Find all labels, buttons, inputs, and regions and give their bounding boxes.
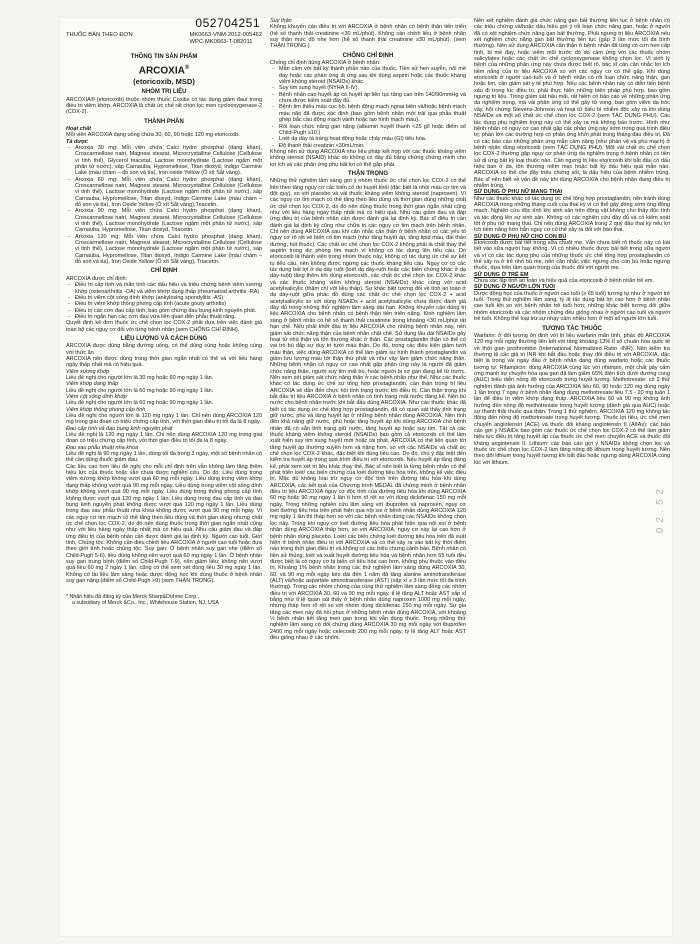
header-row	[66, 32, 262, 45]
registration-codes	[189, 32, 262, 45]
dosage-intro-2: ARCOXIA nên được dùng trong thời gian ngắn nhất có thể và với liều hàng ngày thấp nhất mà có hiệu quả.	[66, 355, 262, 369]
list-item: - Điều trị cấp tính và mãn tính các dấu hiệu và triệu chứng bệnh viêm xương khớp (osteoarthritis -OA) và viêm khớp dạng thấp (rheumatoid arthritis -RA)	[75, 282, 262, 295]
dosage-body: Các liều cao hơn liều đề nghị cho mỗi chỉ định trên vẫn không làm tăng thêm hiệu lực của thuốc hoặc vẫn chưa được nghiên cứu. Do đó: Liều dùng trong viêm xương khớp không vượt quá 60 mg mỗi ngày. Liều dùng trong viêm khớp dạng thấp không vượt quá 90 mg mỗi ngày. Liều dùng trong viêm cột sống dính khớp không vượt quá 90 mg mỗi ngày. Liều dùng trong thống phong cấp tính không được vượt quá 120 mg ngày 1 lần. Liều dùng trong đau cấp tính và đau bụng kinh nguyên phát không được vượt quá 120 mg ngày 1 lần. Liều dùng trong đau sau phẫu thuật nha khoa không được vượt quá 90 mg mỗi ngày. Vì các nguy cơ tim mạch có thể tăng theo liều dùng và thời gian dùng nhưng chất ức chế chọn lọc COX-2, do đó nên dùng thuốc trong thời gian ngắn nhất cũng như với liều hàng ngày thấp nhất mà có hiệu quả. Nhu cầu giảm đau và đáp ứng điều trị của bệnh nhân cần được đánh giá lại định kỳ. Người cao tuổi, Giới tính, Chủng tộc: Không cần điều chỉnh liều ARCOXIA ở người cao tuổi hoặc dựa theo giới tính hoặc chủng tộc. Suy gan: Ở bệnh nhân suy gan nhẹ (điểm số Child-Pugh 5-6), liều dùng không nên vượt quá 60 mg ngày 1 lần. Ở bệnh nhân suy gan trung bình (điểm số Child-Pugh 7-9), nên giảm liều; không nên vượt quá liều 60 mg 2 ngày 1 lần, cũng có thể xem xét dùng liều 30 mg ngày 1 lần. Không có tài liệu lâm sàng hoặc dược động học khi dùng thuốc ở bệnh nhân suy gan nặng (điểm số Child-Pugh >9) (xem THẬN TRỌNG).	[66, 463, 262, 584]
indications-title: CHỈ ĐỊNH	[150, 268, 178, 275]
reg-code-1: MK0663-VNM-2012-005462	[189, 32, 262, 39]
list-item: - Điều trị viêm khớp thống phong cấp tính (acute gouty arthritis)	[75, 301, 262, 307]
dosage-text: Liều đề nghị cho người lớn là 60 mg hoặc 90 mg ngày 1 lần.	[66, 387, 214, 394]
list-item: - Rối loạn chức năng gan nặng (albumin huyết thanh <25 g/l hoặc điểm số Child-Pugh ≥10.)	[279, 124, 466, 137]
dosage-heading: Viêm xương khớp	[66, 368, 110, 375]
list-item: - Điều trị các cơn đau cấp tính, bao gồm chứng đau bụng kinh nguyên phát.	[75, 308, 262, 314]
list-item: - Điều trị viêm cột sống dính khớp (ankylosing spondylitis -AS)	[75, 295, 262, 301]
list-item: - Độ thanh thải creatinin <30mL/min.	[279, 143, 466, 149]
excipient-heading: Tá dược	[66, 138, 88, 145]
list-item: - Arcoxia 90 mg: Mỗi viên chứa Calci hydro phosphat (dạng khan), Croscarmellose natri, Magnesi stearat, Microcrystalline Cellulose (Cellulose vi tinh thể), Lactose monohydrate (Lactose ngậm một phân tử nước), sáp Carnauba, Hypromellose, Titan dioxyd, Triacetin.	[75, 208, 262, 233]
brand-name	[66, 62, 262, 77]
group-text: ARCOXIA® (etoricoxib) thuộc nhóm thuốc Coxibs có tác dụng giảm đau/ trong điều trị viêm khớp. ARCOXIA là chất ức chế rất chọn lọc men cyclooxygenase-2 (COX-2).	[66, 96, 262, 116]
leaflet-page	[60, 18, 672, 936]
indications-note: Quyết định kê đơn thuốc ức chế chọn lọc COX-2 phải dựa trên việc đánh giá toàn bộ các nguy cơ đối với từng bệnh nhân (xem CHỐNG CHỈ ĐỊNH).	[66, 320, 262, 333]
list-item: - Suy tim sung huyết (NYHA II-IV).	[279, 85, 466, 91]
interactions-text: Warfarin: ở đối tượng ổn định với trị liệu warfarin mãn tính, phác đồ ARCOXIA 120 mg mỗi ngày thường liên kết với tăng khoảng 13% tỉ số chuẩn hóa quốc tế về thời gian prothrombin (International Normalized Ratio -INR). Nên kiểm tra thường lệ các giá trị INR khi bắt đầu hoặc thay đổi điều trị với ARCOXIA, đặc biệt là trong vài ngày đầu ở bệnh nhân đang dùng warfarin hoặc các thuốc tương tự. Rifampicin: dùng ARCOXIA cùng lúc với rifampin, một chất gây cảm ứng mạnh sự chuyển hóa qua gan đã làm giảm 65% diện tích dưới đường cong (AUC) biểu diễn nồng độ etoricoxib trong huyết tương. Methotrexate: có 2 thử nghiệm đánh giá ảnh hưởng của ARCOXIA liều 60, 90 hoặc 120 mg dùng ngày 1 lần trong 7 ngày ở bệnh nhân đang dùng methotrexate liều 7,5 - 20 mg tuần 1 lần để điều trị viêm khớp dạng thấp. ARCOXIA liều 60 và 90 mg không ảnh hưởng đến nồng độ methotrexate trong huyết tương (đánh giá qua AUC) hoặc sự thanh thải thuốc qua thận. Trong 1 thử nghiệm, ARCOXIA 120 mg không tác động đến nồng độ methotrexate trong huyết tương. Thuốc lợi tiểu, ức chế men chuyển angiotensin (ACE) và thuốc đối kháng angiotensin II (AIIAs): các báo cáo gợi ý NSAIDs bao gồm các thuốc ức chế chọn lọc COX-2 có thể làm giảm hiệu lực điều trị tăng huyết áp của thuốc ức chế men chuyển ACE và thuốc đối kháng angiotensin II. Lithium: các báo cáo gợi ý NSAIDs không chọn lọc và thuốc ức chế chọn lọc COX-2 làm tăng nồng độ lithium trong huyết tương. Nên theo dõi lithium trong huyết tương khi bắt đầu hoặc ngưng dùng ARCOXIA cùng lúc với lithium.	[474, 332, 670, 466]
pregnancy-text: Như các thuốc khác có tác dụng ức chế tổng hợp prostaglandin, nên tránh dùng ARCOXIA trong những tháng cuối của thai kỳ vì có thể gây đóng sớm ống động mạch. Nghiên cứu độc tính khi sinh sản trên động vật không cho thấy độc tính và tác động lên sự sinh sản. Không có các nghiên cứu đầy đủ và có kiểm soát tốt ở phụ nữ mang thai. Chỉ nên dùng ARCOXIA trong 2 quý đầu thai kỳ nếu lợi ích tiềm năng hơn hẳn nguy cơ có thể xảy ra đối với bào thai.	[474, 195, 670, 234]
dosage-title: LIỀU LƯỢNG VÀ CÁCH DÙNG	[120, 335, 208, 342]
elderly-title: SỬ DỤNG Ở NGƯỜI LỚN TUỔI	[474, 284, 555, 291]
contraindications-title: CHỐNG CHỈ ĐỊNH	[342, 52, 394, 59]
list-item: - Bệnh nhân cao huyết áp có huyết áp liên tục tăng cao trên 140/90mmHg và chưa được kiểm soát đầy đủ.	[279, 92, 466, 105]
group-title: NHÓM TRỊ LIỆU	[141, 89, 187, 96]
list-item: - Điều trị ngắn hạn các cơn đau vừa liên quan đến phẫu thuật răng.	[75, 314, 262, 320]
active-heading: Hoạt chất	[66, 125, 92, 132]
excipient-list	[66, 145, 262, 266]
contra-note: Không nên sử dụng ARCOXIA như liệu pháp kết hợp với các thuốc kháng viêm không steroid (NSAID) khác do không có đầy đủ bằng chứng chứng minh cho lợi ích và các phản ứng phụ bất lợi có thể gặp phải.	[270, 148, 466, 168]
reg-code-2: WPC-MK0663-T-082011	[189, 38, 253, 45]
indications-list	[66, 282, 262, 320]
dosage-heading: Viêm khớp dạng thấp	[66, 381, 119, 388]
contra-intro: Chống chỉ định dùng ARCOXIA ở bệnh nhân:	[270, 60, 381, 67]
dosage-text: Liều đề nghị cho người lớn là 120 mg ngày 1 lần. Chỉ nên dùng ARCOXIA 120 mg trong giai đoạn có triệu chứng cấp tính, với thời gian điều trị tối đa là 8 ngày.	[66, 413, 262, 426]
dosage-text: Liều đề nghị là 90 mg ngày 1 lần, dùng tối đa trong 3 ngày, một số bệnh nhân có thể cần dùng thuốc giảm đau.	[66, 451, 262, 464]
leaflet-code: 052704251	[195, 16, 260, 30]
list-item: - Arcoxia 120 mg: Mỗi viên chứa Calci hydro phosphat (dạng khan), Croscarmellose natri, Magnesi stearat, Microcrystalline Cellulose (Cellulose vi tinh thể), Lactose monohydrate (Lactose ngậm một phân tử nước), sáp Carnauba, Hypromellose, Titan dioxyd, Indigo Carmine Lake (màu chàm – đỏ son và tía), Iron Oxide Yellow (Ô xít Sắt vàng), Triacetin.	[75, 234, 262, 266]
dosage-intro: ARCOXIA được dùng bằng đường uống, có thể dùng cùng hoặc không cùng với thức ăn.	[66, 343, 262, 356]
brand-text: ARCOXIA	[138, 65, 185, 77]
lactation-text: Etoricoxib được bài tiết trong sữa chuột mẹ. Vẫn chưa biết rõ thuốc này có bài tiết vào sữa người hay không. Vì có nhiều thuốc được bài tiết trong sữa người và vì có các tác dụng phụ của những thuốc ức chế tổng hợp prostaglandin có thể xảy ra ở trẻ nhỏ bú mẹ, nên cân nhắc việc ngưng cho con bú hoặc ngưng thuốc, dựa trên tầm quan trọng của thuốc đối với người mẹ.	[474, 240, 670, 272]
product-info-title: THÔNG TIN SẢN PHẨM	[130, 53, 198, 60]
renal-text: Không khuyến cáo điều trị với ARCOXIA ở bệnh nhân có bệnh thận tiến triển (hệ số thanh thải creatinine <30 mL/phút). Không cần chỉnh liều ở bệnh nhân suy thận mức độ nhẹ hơn (hệ số thanh thải creatinine ≥30 mL/phút). (xem THẬN TRỌNG.)	[270, 24, 466, 50]
generic-name: (etoricoxib, MSD)	[133, 77, 195, 87]
warnings-text: Những thử nghiệm lâm sàng gợi ý nhóm thuốc ức chế chọn lọc COX-2 có thể liên theo tăng nguy cơ các biến cố do huyết khối (đặc biệt là nhồi máu cơ tim và đột quỵ), so với placebo và vài thuốc kháng viêm không steroid (naproxen). Vì các nguy cơ tim mạch có thể tăng theo liều dùng và thời gian dùng những chất ức chế chọn lọc COX-2, do đó nên dùng thuốc trong thời gian ngắn nhất cũng như với liều hàng ngày thấp nhất mà có hiệu quả. Nhu cầu giảm đau và đáp ứng điều trị của bệnh nhân cần được đánh giá lại định kỳ. Bác sĩ điều trị cần đánh giá lại định kỳ cũng như chữa trị các nguy cơ tim mạch trên bệnh nhân. Chỉ nên dùng ARCOXIA sau khi cân nhắc cẩn thận ở bệnh nhân có các yếu tố nguy cơ rõ rệt về biến cố tim mạch (như tăng huyết áp, tăng lipid máu, đái tháo đường, hút thuốc). Các chất ức chế chọn lọc COX-2 không phải là chất thay thế aspirin trong dự phòng tim mạch vì không có tác dụng lên tiểu cầu. Do etoricoxib là thành viên trong nhóm thuốc này, không có tác dụng ức chế sự kết tụ tiểu cầu, nên không được ngừng các thuốc kháng tiểu cầu. Nguy cơ có các tác dụng bất lợi ở dạ dày ruột (loét dạ dày-ruột hoặc các biến chứng khác ở dạ dày-ruột) tăng thêm khi dùng etoricoxib, các chất ức chế chọn lọc COX-2 khác và các thuốc kháng viêm không steroid (NSAIDs) khác cùng với acid acetylsalicylic (thậm chí với liều thấp). Sự khác biệt tương đối về tính an toàn ở dạ dày-ruột giữa phác đồ dùng các chất ức chế chọn lọc COX-2 + acid acetylsalicylic so với dùng NSAIDs + acid acetylsalicylic chưa được đánh giá đầy đủ trong những thử nghiệm lâm sàng dài hạn. Không khuyến cáo dùng trị liệu ARCOXIA cho bệnh nhân có bệnh thận tiến triển nặng. Kinh nghiệm lâm sàng ở bệnh nhân có hệ số thanh thải creatinine trong khoảng <30 mL/phút rất hạn chế. Nếu phải khởi đầu trị liệu ARCOXIA cho những bệnh nhân này, nên giám sát chức năng thận của bệnh nhân chặt chẽ. Sử dụng lâu dài NSAIDs gây hoại tử nhú thận và tổn thương khác ở thận. Các prostaglandin thận có thể có vai trò bù đắp sự duy trì tưới máu thận. Do đó, trong các điều kiện giảm tưới máu thận, việc dùng ARCOXIA có thể làm giảm sự hình thành prostaglandin và giảm lưu lượng máu tới thận thứ phát và như vậy làm giảm chức năng thận. Những bệnh nhân có nguy cơ cao nhất gặp phản ứng này là người đã giảm chức năng thận, người suy tim mất bù, hoặc người bị xơ gan đang kể từ trước. Nên xem xét giám sát chức năng thận ở các bệnh nhân như thế. Như các thuốc khác có tác dụng ức chế sự tổng hợp prostaglandin, cần thận trọng trị liệu ARCOXIA sẽ dẫn đến chực hồi tính trạng trước khi điều trị. Cần thận trọng khi bắt đầu trị liệu ARCOXIA ở bệnh nhân có tình trạng mất nước đáng kể. Nên bù nước cho bệnh nhân trước khi bắt đầu dùng ARCOXIA. Như các thuốc khác đã biết có tác dụng ức chế tổng hợp prostaglandin, đã có quan sát thấy tình trạng giữ nước, phù và tăng huyết áp ở những bệnh nhân dùng ARCOXIA. Nên tính đến khả năng giữ nước, phù hoặc tăng huyết áp khi dùng ARCOXIA cho bệnh nhân đã có sẵn tình trạng giữ nước, tăng huyết áp hoặc suy tim. Tất cả các thuốc kháng viêm không steroid (NSAIDs) bao gồm cả etoricoxib có thể làm xuất hiện suy tim sung huyết mới hoặc tái phát. ARCOXIA có thể liên quan tới tăng huyết áp thường xuyên hơn và nặng hơn, so với các NSAIDs và chất ức chế chọn lọc COX-2 khác, đặc biệt khi dùng liều cao. Do đó, chú ý đặc biệt đến kiểm tra huyết áp trong quá trình điều trị với etoricoxib. Nếu huyết áp tăng đáng kể, phải xem xét trị liệu khác thay thế. Bác sĩ nên biết là từng bệnh nhân có thể phát triển loét/ các biến chứng của loét đường tiêu hóa trên, không kể việc điều trị. Mặc dù không loại trừ nguy cơ độc tính trên đường tiêu hóa khi dùng ARCOXIA, các kết quả của Chương trình MEDAL đã chứng minh ở bệnh nhân điều trị liệu ARCOXIA nguy cơ độc tính của đường tiêu hóa khi dùng ARCOXIA 60 mg hoặc 90 mg ngày 1 lần ít hơn rõ rệt so với dùng diclofenac 150 mg mỗi ngày. Trong những nghiên cứu lâm sàng với ibuprofen và naproxen, nguy cơ loét đường tiêu hóa trên phát hiện qua nội soi ở bệnh nhân dùng ARCOXIA 120 mg ngày 1 lần thì thấp hơn so với các bệnh nhân dùng các NSAIDs không chọn lọc này. Trong khi nguy cơ loét đường tiêu hóa phát hiện qua nội soi ở bệnh nhân dùng ARCOXIA thấp hơn, so với ARCOXIA, nguy cơ này lại cao hơn ở bệnh nhân dùng placebo. Loét/ các biến chứng loét đường tiêu hóa trên đã xuất hiện ở bệnh nhân điều trị với ARCOXIA và có thể xảy ra vào bất kỳ thời điểm nào trong thời gian điều trị và không có các triệu chứng cảnh báo. Bệnh nhân có tiền sử thủng, loét và xuất huyết đường tiêu hóa và bệnh nhân hơn 65 tuổi đều được biết là có nguy cơ bị biến cố tiêu hóa cao hơn, không phụ thuộc vào điều trị. Khoảng 1% bệnh nhân trong các thử nghiệm lâm sàng dùng ARCOXIA 30, 60, và 90 mg mỗi ngày kéo dài đến 1 năm đã tăng alanine aminotransferase (ALT) và/hoặc aspartate aminotransferase (AST) (xấp xỉ ≥ 3 lần mức tối đa bình thường). Trong các nhóm chứng của cùng thử nghiệm lâm sàng đồng các nhóm điều trị với ARCOXIA 30, 60 và 90 mg mỗi ngày, tỉ lệ tăng ALT hoặc AST xấp xỉ bằng như tỉ lệ quan sát thấy ở bệnh nhân dùng naproxen 1000 mg mỗi ngày, nhưng thấp hơn rõ rệt so với nhóm dùng diclofenac 150 mg mỗi ngày. Sự gia tăng các men này đã hồi phục ở những bệnh nhân dùng ARCOXIA, với khoảng ½ bệnh nhân tiết tăng men gan trong khi vẫn dùng thuốc. Trong những thử nghiệm lâm sàng có đối chứng dùng ARCOXIA 30 mg mỗi ngày với ibuprofen 2400 mg mỗi ngày hoặc celecoxib 200 mg mỗi ngày, tỷ lệ tăng ALT hoặc AST đều giống nhau ở các nhóm.	[270, 178, 466, 641]
warnings-continued: Nên xét nghiệm đánh giá chức năng gan bất thường liên tục ở bệnh nhân có các triệu chứng và/hoặc dấu hiệu gợi ý rối loạn chức năng gan, hoặc ở người đã có xét nghiệm chức năng gan bất thường. Phải ngưng trị liệu ARCOXIA nếu xét nghiệm chức năng gan bất thường liên tục (gấp 3 lần mức tối đa bình thường). Nên sử dụng ARCOXIA cẩn thận ở bệnh nhân đã từng có cơn hen cấp tính, bị mề đay, hoặc viêm mũi trước đó do cảm ứng với các thuốc nhóm salicylates hoặc các chất ức chế cyclooxygenase không chọn lọc. Vì sinh lý bệnh của những phản ứng này chưa được biết rõ, bác sĩ cần cân nhắc lợi ích tiềm năng của trị liệu ARCOXIA so với các nguy cơ có thể gặp. Khi dùng etoricoxib ở người cao tuổi và ở bệnh nhân có rối loạn chức năng thận, gan hoặc tim, cần giám sát y tế phù hợp. Nếu các bệnh nhân này có diễn tiến bệnh xấu đi trong lúc điều trị, phải thực hiện những biện pháp phù hợp, bao gồm ngưng trị liệu. Trong giám sát hậu mãi, rất hiếm có báo cáo về những phản ứng da nghiêm trọng, mà vài phản ứng có thể gây tử vong, bao gồm viêm da tróc vẩy, hội chứng Stevens-Johnson và hoại tử biểu bì nhiễm độc xảy ra khi dùng NSAIDs và một số chất ức chế chọn lọc COX-2 (xem TÁC DỤNG PHỤ). Các tác dụng phụ nghiêm trọng này có thể xảy ra mà không báo trước. Hình như bệnh nhân có nguy cơ cao nhất gặp các phản ứng này sớm trong quá trình điều trị; phần lớn các trường hợp có phản ứng khởi phát trong tháng đầu điều trị. Đã có các báo cáo những phản ứng mẫn cảm nặng (như phản vệ và phù mạch) ở bệnh nhân dùng etoricoxib (xem TÁC DỤNG PHỤ). Một vài chất ức chế chọn lọc COX-2 thường gặp nguy cơ phản ứng da nghiêm trọng ở bệnh nhân có tiền sử dị ứng bất kỳ loại thuốc nào. Cần ngưng trị liệu etoricoxib khi bắt đầu có dấu hiệu ban ở da, tổn thương niêm mạc hoặc bất kỳ dấu hiệu quá mẫn nào. ARCOXIA có thể che đậy triệu chứng sốt, là dấu hiệu của bệnh nhiễm trùng. Bác sĩ nên biết về vấn đề này khi dùng ARCOXIA cho bệnh nhân đang điều trị nhiễm trùng.	[474, 18, 670, 189]
pediatric-text: Chưa xác lập tính an toàn và hiệu quả của etoricoxib ở bệnh nhân trẻ em.	[474, 278, 655, 285]
active-text: Mỗi viên ARCOXIA dạng uống chứa 30, 60, 90 hoặc 120 mg etoricoxib.	[66, 132, 240, 139]
column-1	[66, 18, 262, 607]
dosage-text: Liều đề nghị là 120 mg ngày 1 lần. Chỉ nên dùng ARCOXIA 120 mg trong giai đoạn có triệu chứng cấp tính, với thời gian điều trị tối đa là 8 ngày.	[66, 432, 262, 445]
interactions-title: TƯƠNG TÁC THUỐC	[542, 325, 602, 332]
indications-intro: ARCOXIA được chỉ định:	[66, 275, 128, 282]
column-3	[474, 18, 670, 466]
renal-heading: Suy thận	[270, 18, 292, 24]
elderly-text: Dược động học của thuốc ở người cao tuổi (≥ 65 tuổi) tương tự như ở người trẻ tuổi. Trong thử nghiệm lâm sàng, tỷ lệ tác dụng bất lợi cao hơn ở bệnh nhân cao tuổi khi so với bệnh nhân trẻ tuổi hơn; những khác biệt tương đối giữa nhóm etoricoxib và các nhóm chứng đều giống nhau ở người cao tuổi và người trẻ tuổi. Không thể loại trừ sự nhạy cảm nhiều hơn ở một số người lớn tuổi.	[474, 290, 670, 323]
dosage-heading: Đau sau phẫu thuật nha khoa	[66, 444, 139, 451]
dosage-heading: Đau cấp tính và đau bụng kinh nguyên phát	[66, 425, 173, 432]
prescription-label: THUỐC BÁN THEO ĐƠN	[66, 32, 133, 39]
list-item: - Arcoxia 60 mg: Mỗi viên chứa Calci hydro phosphat (dạng khan), Croscarmellose natri, Magnesi stearat, Microcrystalline Cellulose (Cellulose vi tinh thể), Lactose monohydrate (Lactose ngậm một phân tử nước), sáp Carnauba, Hypromellose, Titan dioxyd, Indigo Carmine Lake (màu chàm – đỏ son và tía), Iron Oxide Yellow (Ô xít Sắt vàng),Triacetin.	[75, 177, 262, 209]
footnote	[66, 594, 262, 606]
dosage-text: Liều đề nghị cho người lớn là 30 mg hoặc 60 mg ngày 1 lần.	[66, 374, 214, 381]
list-item: - Loét dạ dày tá tràng hoạt động hoặc chảy máu (GI) tiêu hóa.	[279, 136, 466, 142]
registered-mark: ®	[184, 64, 190, 71]
list-item: - Arcoxia 30 mg: Mỗi viên chứa Calci hydro phosphat (dạng khan), Croscarmellose natri, Magnesi stearat, Microcrystalline Cellulose (Cellulose vi tinh thể), Glycerol triacetat, Lactose monohydrate (Lactose ngậm một phân tử nước), sáp Carnauba, Hypromellose, Titan dioxyd, Indigo Carmine Lake (màu chàm – đỏ son và tía), Iron oxide Yellow (Ô xít Sắt vàng).	[75, 145, 262, 177]
footnote-line-2: a subsidiary of Merck &Co., Inc., Whitehouse Station, NJ, USA	[72, 600, 219, 607]
dosage-heading: Viêm cột sống dính khớp	[66, 394, 127, 401]
list-item: - Bệnh tim thiếu máu cục bộ, bệnh động mạch ngoại biên và/hoặc bệnh mạch máu não đã được xác định (bao gồm bệnh nhân mới trải qua phẫu thuật ghép bắc cầu động mạch vành hoặc tạo hình mạch máu).	[279, 104, 466, 123]
margin-stamp: 0 2 . 5 2	[655, 488, 666, 534]
dosage-heading: Viêm khớp thống phong cấp tính	[66, 406, 146, 413]
lactation-title: SỬ DỤNG Ở PHỤ NỮ CHO CON BÚ	[474, 233, 567, 240]
contra-list	[270, 66, 466, 148]
column-2	[270, 18, 466, 641]
warnings-title: THẬN TRỌNG	[348, 170, 388, 177]
list-item: - Mẫn cảm với bất kỳ thành phần nào của thuốc. Tiền sử hen suyễn, nổi mề đay hoặc các phản ứng dị ứng sau khi dùng aspirin hoặc các thuốc kháng viêm không steroid (NSAIDs) khác.	[279, 66, 466, 85]
pediatric-title: SỬ DỤNG Ở TRẺ EM	[474, 271, 529, 278]
dosage-text: Liều đề nghị cho người lớn là 60 mg hoặc 90 mg ngày 1 lần.	[66, 400, 214, 407]
composition-title: THÀNH PHẦN	[144, 118, 184, 125]
pregnancy-title: SỬ DỤNG Ở PHỤ NỮ MANG THAI	[474, 189, 563, 196]
footnote-line-1: * Nhãn hiệu đã đăng ký của Merck Sharp&Dohme Corp.,	[66, 594, 200, 601]
